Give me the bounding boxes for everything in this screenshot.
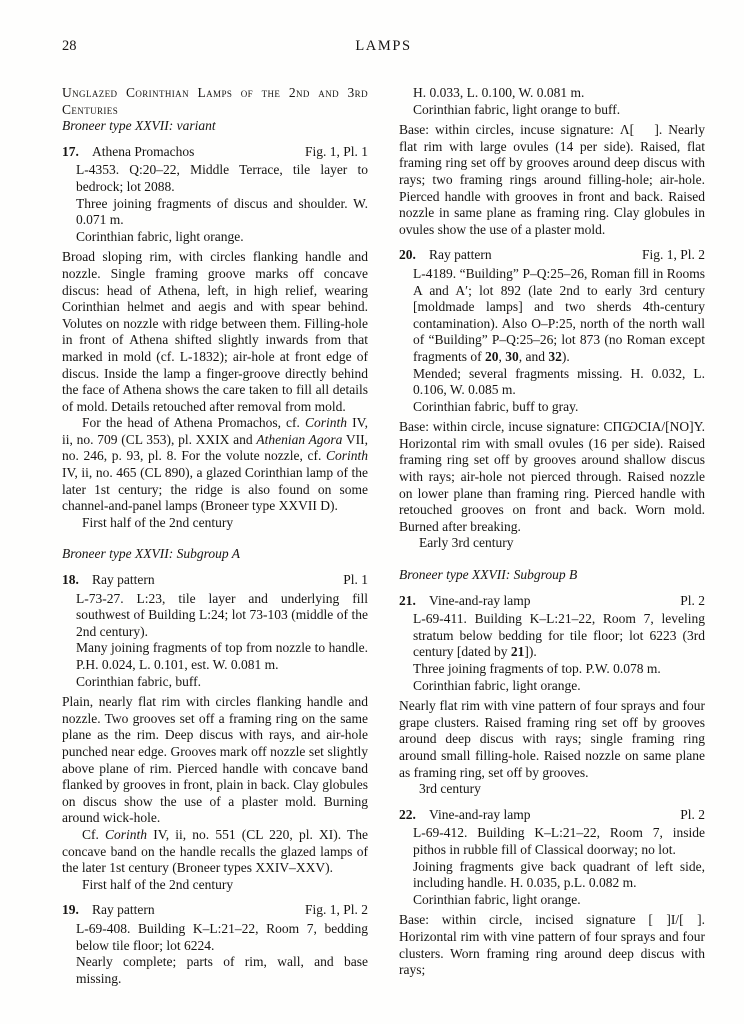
description-paragraph: Broad sloping rim, with circles flanking handle and nozzle. Single framing groove marks off concave discus: head of Athena, left, in high relief, wearing Corinthian helmet and aegis and with spear behind. Volutes on nozzle with ridge between them. Filling-hole in front of Athena shifted slightly inwards from that marked in mold (cf. L-1832); air-hole at front edge of discus. Inside the lamp a finger-groove directly behind the face of Athena shows the care taken to fill all details of mold. Details retouched after removal from mold. [62, 249, 368, 414]
catalog-line: Corinthian fabric, buff to gray. [413, 398, 579, 414]
entry-title: Vine-and-ray lamp [429, 806, 531, 822]
catalog-line: Corinthian fabric, light orange. [413, 891, 581, 907]
page-number: 28 [62, 38, 77, 54]
catalog-line: L-69-412. Building K–L:21–22, Room 7, inside pithos in rubble fill of Classical doorway; no lot. [413, 825, 705, 857]
entry-plate-ref: Pl. 1 [343, 572, 368, 588]
entry-title: Ray pattern [429, 247, 492, 263]
entry-number: 18. [62, 572, 79, 588]
date-line: 3rd century [419, 781, 481, 797]
entry-heading [62, 144, 368, 161]
entry-plate-ref: Pl. 2 [680, 592, 705, 608]
catalog-line: L-4353. Q:20–22, Middle Terrace, tile layer to bedrock; lot 2088. [76, 162, 368, 194]
catalog-line: Joining fragments give back quadrant of left side, including handle. H. 0.035, p.L. 0.082 m. [413, 858, 705, 891]
entry-plate-ref: Fig. 1, Pl. 2 [641, 247, 705, 263]
left-column [62, 85, 368, 987]
date-line: Early 3rd century [419, 535, 514, 551]
date-line: First half of the 2nd century [82, 514, 234, 530]
entry-number: 21. [399, 592, 416, 608]
entry-heading [399, 807, 705, 824]
entry-number: 19. [62, 902, 79, 918]
catalog-line: L-69-408. Building K–L:21–22, Room 7, bedding below tile floor; lot 6224. [76, 920, 368, 953]
entry-number: 17. [62, 143, 79, 159]
commentary-paragraph: Cf. Corinth IV, ii, no. 551 (CL 220, pl. XI). The concave band on the handle recalls the glazed lamps of the later 1st century (Broneer types XXIV–XXV). [62, 826, 368, 876]
catalog-line: L-69-411. Building K–L:21–22, Room 7, leveling stratum below bedding for tile floor; lot 6223 (3rd century [dated by 21]). [413, 611, 705, 660]
catalog-line: Mended; several fragments missing. H. 0.032, L. 0.106, W. 0.085 m. [413, 365, 705, 398]
entry-number: 22. [399, 806, 416, 822]
date-line: First half of the 2nd century [82, 876, 234, 892]
description-paragraph: Plain, nearly flat rim with circles flanking handle and nozzle. Two grooves set off a framing ring on the same plane as the rim. Deep discus with rays, and air-hole punched near edge. Grooves mark off nozzle set slightly above plane of rim. Pierced handle with concave band flanked by grooves in front, plain in back. Clay globules on discus show the use of a plaster mold. Burning around wick-hole. [62, 694, 368, 826]
entry-plate-ref: Fig. 1, Pl. 1 [304, 143, 368, 159]
catalog-line: Three joining fragments of discus and shoulder. W. 0.071 m. [76, 195, 368, 228]
description-paragraph: Nearly flat rim with vine pattern of four sprays and four grape clusters. Raised framing ring set off by grooves around deep discus with rays; single framing ring around small filling-hole. Raised nozzle on same plane as framing ring, set off by grooves. [399, 698, 705, 780]
catalog-line: L-4189. “Building” P–Q:25–26, Roman fill in Rooms A and A′; lot 892 (late 2nd to early 3rd century [moldmade lamps] and two sherds 4th-century contamination). Also O–P:25, north of the north wall of “Building” P–Q:25–26; lot 873 (no Roman except fragments of 20, 30, and 32). [413, 265, 705, 364]
catalog-line: H. 0.033, L. 0.100, W. 0.081 m. [413, 85, 585, 100]
section-heading: Unglazed Corinthian Lamps of the 2nd and 3rd Centuries [62, 85, 368, 117]
type-heading: Broneer type XXVII: Subgroup B [399, 567, 578, 583]
entry-heading [62, 572, 368, 589]
entry-title: Vine-and-ray lamp [429, 592, 531, 608]
running-title: LAMPS [355, 38, 412, 54]
entry-number: 20. [399, 247, 416, 263]
catalog-line: Many joining fragments of top from nozzle to handle. P.H. 0.024, L. 0.101, est. W. 0.081 m. [76, 640, 368, 672]
entry-plate-ref: Fig. 1, Pl. 2 [304, 902, 368, 918]
entry-heading [399, 247, 705, 264]
entry-title: Ray pattern [92, 572, 155, 588]
commentary-paragraph: For the head of Athena Promachos, cf. Corinth IV, ii, no. 709 (CL 353), pl. XXIX and Athenian Agora VII, no. 246, p. 93, pl. 8. For the volute nozzle, cf. Corinth IV, ii, no. 465 (CL 890), a glazed Corinthian lamp of the later 1st century; the ridge is also found on some channel-and-panel lamps (Broneer type XXVII D). [62, 415, 369, 514]
catalog-line: Corinthian fabric, light orange. [413, 677, 581, 693]
entry-heading [62, 902, 368, 919]
type-heading: Broneer type XXVII: Subgroup A [62, 546, 240, 562]
catalog-line: Corinthian fabric, light orange to buff. [413, 101, 621, 117]
description-paragraph: Base: within circle, incuse signature: CΠѠCIA/[NO]Y. Horizontal rim with small ovules (16 per side). Raised framing ring set off by grooves around shallow discus with rays; air-hole not pierced through. Raised nozzle on lower plane than framing ring. Pierced handle with retouched grooves on front and back. Worn mold. Burned after breaking. [399, 419, 705, 534]
entry-plate-ref: Pl. 2 [680, 806, 705, 822]
catalog-line: Corinthian fabric, light orange. [76, 228, 244, 244]
two-column-text [62, 85, 705, 987]
description-paragraph: Base: within circle, incised signature [ ]I/[ ]. Horizontal rim with vine pattern of four sprays and four clusters. Worn framing ring around deep discus with rays; [399, 912, 705, 978]
type-heading: Broneer type XXVII: variant [62, 118, 216, 134]
catalog-line: Three joining fragments of top. P.W. 0.078 m. [413, 661, 661, 676]
page-header [62, 38, 705, 56]
entry-title: Athena Promachos [92, 143, 195, 159]
entry-title: Ray pattern [92, 902, 155, 918]
description-paragraph: Base: within circles, incuse signature: Λ[ ]. Nearly flat rim with large ovules (14 per side). Raised, flat framing ring set off by grooves around deep discus with rays; two framing rings around filling-hole; air-hole. Pierced handle with grooves in front and back. Raised nozzle in same plane as framing ring. Clay globules in ovules show the use of a plaster mold. [399, 122, 705, 237]
catalog-line: L-73-27. L:23, tile layer and underlying fill southwest of Building L:24; lot 73-103 (middle of the 2nd century). [76, 590, 368, 639]
entry-heading [399, 593, 705, 610]
right-column [399, 85, 705, 987]
catalog-line: Nearly complete; parts of rim, wall, and base missing. [76, 954, 368, 986]
catalog-line: Corinthian fabric, buff. [76, 673, 201, 689]
